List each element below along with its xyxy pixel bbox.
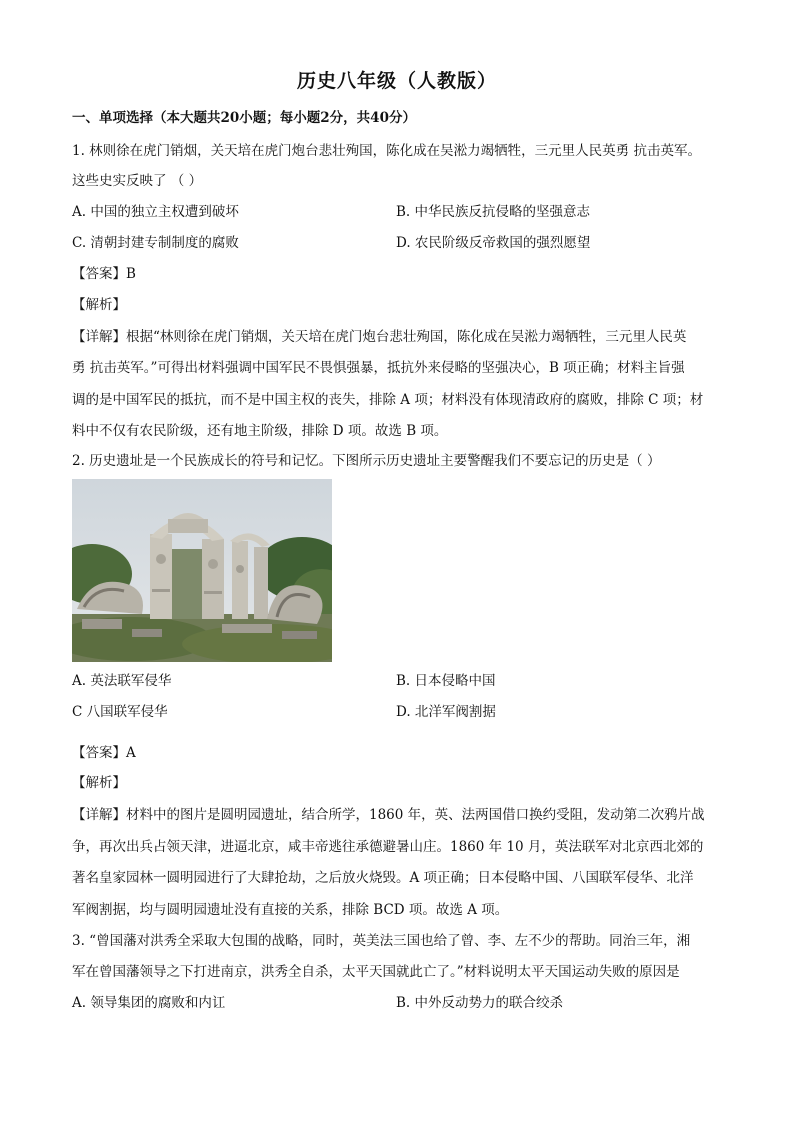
q2-detail-line3: 著名皇家园林一圆明园进行了大肆抢劫，之后放火烧毁。A 项正确；日本侵略中国、八国联军侵华、北洋 [72, 870, 694, 886]
q2-option-b: B. 日本侵略中国 [396, 673, 496, 689]
q1-option-a: A. 中国的独立主权遭到破坏 [72, 204, 239, 220]
q1-analysis-label: 【解析】 [72, 297, 126, 313]
ruins-photo [72, 479, 332, 662]
q1-detail-line2: 勇 抗击英军。”可得出材料强调中国军民不畏惧强暴，抵抗外来侵略的坚强决心，B 项正确；材料主旨强 [72, 360, 685, 376]
q2-analysis-label: 【解析】 [72, 775, 126, 791]
q2-detail-line1: 【详解】材料中的图片是圆明园遗址，结合所学，1860 年，英、法两国借口换约受阻，发动第二次鸦片战 [72, 807, 705, 823]
q1-option-b: B. 中华民族反抗侵略的坚强意志 [396, 204, 591, 220]
q1-stem-line2: 这些史实反映了 （ ） [72, 173, 203, 189]
q1-option-d: D. 农民阶级反帝救国的强烈愿望 [396, 235, 591, 251]
q2-stem: 2. 历史遗址是一个民族成长的符号和记忆。下图所示历史遗址主要警醒我们不要忘记的历史是（ ） [72, 453, 661, 469]
q2-option-c: C 八国联军侵华 [72, 704, 168, 720]
q3-stem-line2: 军在曾国藩领导之下打进南京，洪秀全自杀，太平天国就此亡了。”材料说明太平天国运动失败的原因是 [72, 964, 680, 980]
page-title: 历史八年级（人教版） [296, 70, 497, 92]
q2-option-d: D. 北洋军阀割据 [396, 704, 496, 720]
q1-detail-line1: 【详解】根据“林则徐在虎门销烟，关天培在虎门炮台悲壮殉国，陈化成在吴淞力竭牺牲，三元里人民英 [72, 329, 687, 345]
section-heading: 一、单项选择（本大题共20小题；每小题2分，共40分） [72, 110, 416, 126]
q1-answer: 【答案】B [72, 266, 136, 282]
q1-stem-line1: 1. 林则徐在虎门销烟，关天培在虎门炮台悲壮殉国，陈化成在吴淞力竭牺牲，三元里人民英勇 抗击英军。 [72, 143, 701, 159]
q1-detail-line4: 料中不仅有农民阶级，还有地主阶级，排除 D 项。故选 B 项。 [72, 423, 448, 439]
q1-option-c: C. 清朝封建专制制度的腐败 [72, 235, 239, 251]
q2-detail-line2: 争，再次出兵占领天津，进逼北京，咸丰帝逃往承德避暑山庄。1860 年 10 月，英法联军对北京西北郊的 [72, 839, 704, 855]
q2-answer: 【答案】A [72, 745, 136, 761]
q2-detail-line4: 军阀割据，均与圆明园遗址没有直接的关系，排除 BCD 项。故选 A 项。 [72, 902, 509, 918]
q1-detail-line3: 调的是中国军民的抵抗，而不是中国主权的丧失，排除 A 项；材料没有体现清政府的腐败，排除 C 项；材 [72, 392, 704, 408]
q3-option-a: A. 领导集团的腐败和内讧 [72, 995, 226, 1011]
q3-stem-line1: 3. “曾国藩对洪秀全采取大包围的战略，同时，英美法三国也给了曾、李、左不少的帮助。同治三年，湘 [72, 933, 691, 949]
q3-option-b: B. 中外反动势力的联合绞杀 [396, 995, 564, 1011]
q2-option-a: A. 英法联军侵华 [72, 673, 172, 689]
